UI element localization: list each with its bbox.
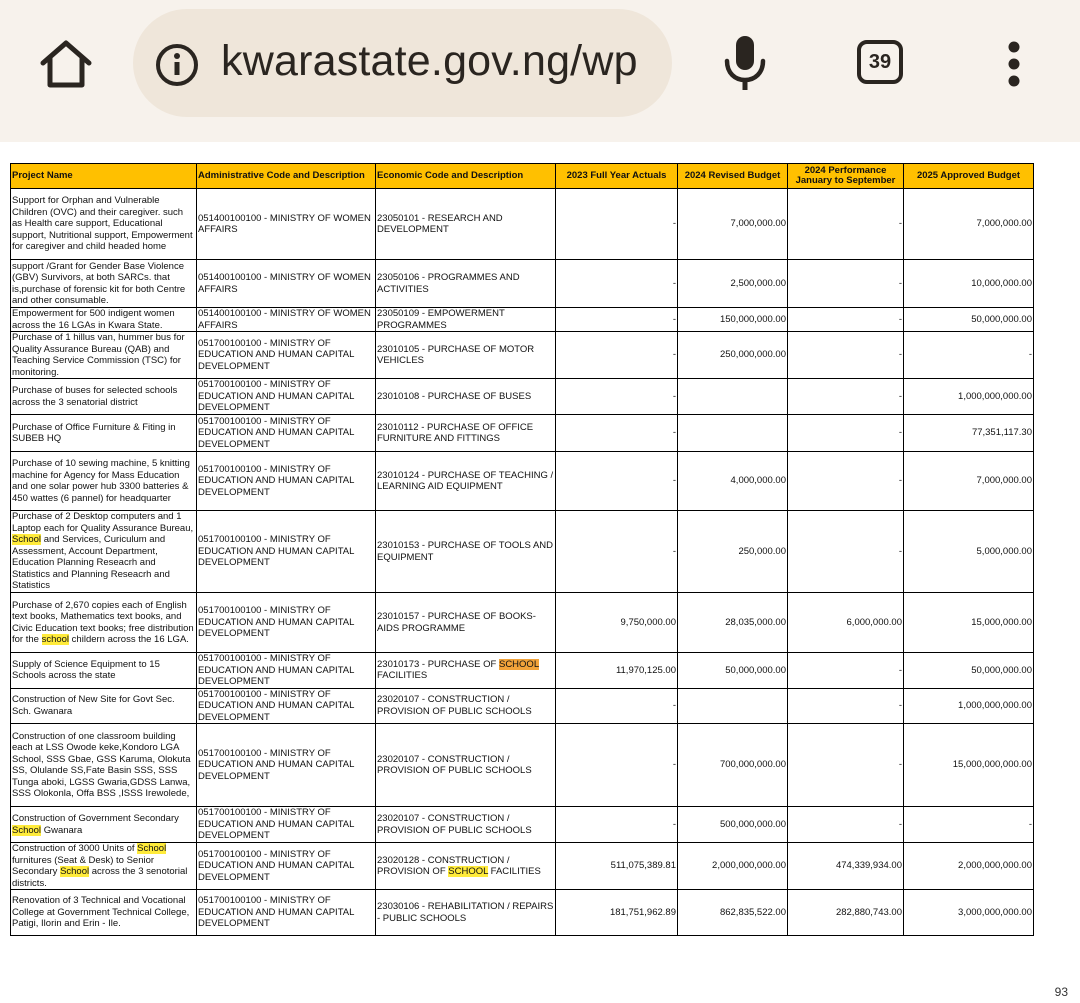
table-row: [11, 379, 1034, 415]
page-number: 93: [1054, 985, 1068, 999]
table-row: [11, 843, 1034, 890]
cell-project-name: Purchase of 10 sewing machine, 5 knitting machine for Agency for Mass Education and one solar power hub 3300 batteries & 450 wattes (6 pannel) for headquarter: [11, 452, 197, 511]
cell-performance-2024: 6,000,000.00: [788, 593, 904, 653]
cell-actual-2023: 11,970,125.00: [556, 653, 678, 689]
table-header-row: [11, 164, 1034, 189]
tab-count-button[interactable]: [857, 40, 903, 84]
cell-economic-code: 23010153 - PURCHASE OF TOOLS AND EQUIPMENT: [376, 511, 556, 593]
highlight: School: [137, 843, 167, 854]
cell-project-name: Purchase of Office Furniture & Fiting in SUBEB HQ: [11, 415, 197, 452]
url-text[interactable]: kwarastate.gov.ng/wp: [221, 37, 638, 85]
cell-actual-2023: -: [556, 332, 678, 379]
highlight: School: [12, 824, 42, 836]
table-row: [11, 724, 1034, 807]
cell-economic-code: 23010157 - PURCHASE OF BOOKS-AIDS PROGRAMME: [376, 593, 556, 653]
cell-admin-code: 051700100100 - MINISTRY OF EDUCATION AND HUMAN CAPITAL DEVELOPMENT: [197, 332, 376, 379]
cell-project-name: support /Grant for Gender Base Violence (GBV) Survivors, at both SARCs. that is,purchase of forensic kit for both Centre and other consumable.: [11, 260, 197, 308]
cell-actual-2023: -: [556, 308, 678, 332]
cell-project-name: Construction of New Site for Govt Sec. Sch. Gwanara: [11, 688, 197, 724]
cell-project-name: Empowerment for 500 indigent women across the 16 LGAs in Kwara State.: [11, 308, 197, 332]
cell-approved-2025: 10,000,000.00: [904, 260, 1034, 308]
table-row: [11, 260, 1034, 308]
cell-economic-code: 23050101 - RESEARCH AND DEVELOPMENT: [376, 189, 556, 260]
tab-count: 39: [868, 50, 892, 73]
cell-admin-code: 051700100100 - MINISTRY OF EDUCATION AND HUMAN CAPITAL DEVELOPMENT: [197, 653, 376, 689]
cell-project-name: Support for Orphan and Vulnerable Children (OVC) and their caregiver. such as Health care support, Educational support, Nutritional support, Empowerment for caregiver and child headed home: [11, 189, 197, 260]
cell-approved-2025: 1,000,000,000.00: [904, 379, 1034, 415]
cell-actual-2023: -: [556, 688, 678, 724]
cell-approved-2025: 50,000,000.00: [904, 653, 1034, 689]
cell-economic-code: 23020107 - CONSTRUCTION / PROVISION OF PUBLIC SCHOOLS: [376, 688, 556, 724]
cell-economic-code: 23010124 - PURCHASE OF TEACHING / LEARNING AID EQUIPMENT: [376, 452, 556, 511]
cell-admin-code: 051700100100 - MINISTRY OF EDUCATION AND HUMAN CAPITAL DEVELOPMENT: [197, 688, 376, 724]
info-icon[interactable]: [155, 43, 199, 87]
cell-revised-2024: 50,000,000.00: [678, 653, 788, 689]
cell-revised-2024: 500,000,000.00: [678, 807, 788, 843]
table-row: [11, 593, 1034, 653]
cell-actual-2023: -: [556, 452, 678, 511]
cell-approved-2025: -: [904, 332, 1034, 379]
cell-actual-2023: -: [556, 807, 678, 843]
table-row: [11, 415, 1034, 452]
cell-economic-code: 23020107 - CONSTRUCTION / PROVISION OF PUBLIC SCHOOLS: [376, 724, 556, 807]
cell-actual-2023: -: [556, 415, 678, 452]
cell-performance-2024: -: [788, 379, 904, 415]
cell-performance-2024: -: [788, 189, 904, 260]
cell-revised-2024: 862,835,522.00: [678, 890, 788, 936]
cell-revised-2024: 250,000,000.00: [678, 332, 788, 379]
cell-performance-2024: -: [788, 332, 904, 379]
table-row: [11, 653, 1034, 689]
cell-performance-2024: 474,339,934.00: [788, 843, 904, 890]
highlight: SCHOOL: [498, 658, 539, 670]
address-bar[interactable]: [133, 9, 672, 117]
cell-approved-2025: 50,000,000.00: [904, 308, 1034, 332]
col-project-name: Project Name: [11, 164, 197, 189]
cell-revised-2024: 4,000,000.00: [678, 452, 788, 511]
cell-economic-code: 23010173 - PURCHASE OF SCHOOL FACILITIES: [376, 653, 556, 689]
cell-admin-code: 051400100100 - MINISTRY OF WOMEN AFFAIRS: [197, 189, 376, 260]
cell-approved-2025: 1,000,000,000.00: [904, 688, 1034, 724]
cell-economic-code: 23010105 - PURCHASE OF MOTOR VEHICLES: [376, 332, 556, 379]
table-row: [11, 688, 1034, 724]
cell-admin-code: 051700100100 - MINISTRY OF EDUCATION AND HUMAN CAPITAL DEVELOPMENT: [197, 379, 376, 415]
cell-project-name: Construction of Government Secondary School Gwanara: [11, 807, 197, 843]
col-2025-approved: 2025 Approved Budget: [904, 164, 1034, 189]
cell-admin-code: 051700100100 - MINISTRY OF EDUCATION AND HUMAN CAPITAL DEVELOPMENT: [197, 415, 376, 452]
cell-project-name: Supply of Science Equipment to 15 Schools across the state: [11, 653, 197, 689]
cell-admin-code: 051400100100 - MINISTRY OF WOMEN AFFAIRS: [197, 260, 376, 308]
cell-performance-2024: -: [788, 724, 904, 807]
cell-approved-2025: 5,000,000.00: [904, 511, 1034, 593]
cell-approved-2025: -: [904, 807, 1034, 843]
cell-performance-2024: -: [788, 415, 904, 452]
cell-economic-code: 23050106 - PROGRAMMES AND ACTIVITIES: [376, 260, 556, 308]
table-row: [11, 807, 1034, 843]
cell-project-name: Purchase of 1 hillus van, hummer bus for Quality Assurance Bureau (QAB) and Teaching Service Commission (TSC) for monitoring.: [11, 332, 197, 379]
cell-actual-2023: 181,751,962.89: [556, 890, 678, 936]
cell-approved-2025: 3,000,000,000.00: [904, 890, 1034, 936]
table-row: [11, 452, 1034, 511]
table-row: [11, 332, 1034, 379]
cell-revised-2024: 28,035,000.00: [678, 593, 788, 653]
cell-admin-code: 051700100100 - MINISTRY OF EDUCATION AND HUMAN CAPITAL DEVELOPMENT: [197, 890, 376, 936]
cell-project-name: Construction of 3000 Units of School furnitures (Seat & Desk) to Senior Secondary School across the 3 senotorial districts.: [11, 843, 197, 890]
cell-project-name: Purchase of 2,670 copies each of English text books, Mathematics text books, and Civic Education text books; free distribution for the school childern across the 16 LGA.: [11, 593, 197, 653]
table-row: [11, 308, 1034, 332]
cell-approved-2025: 2,000,000,000.00: [904, 843, 1034, 890]
col-2024-revised: 2024 Revised Budget: [678, 164, 788, 189]
cell-admin-code: 051400100100 - MINISTRY OF WOMEN AFFAIRS: [197, 308, 376, 332]
table-row: [11, 890, 1034, 936]
cell-approved-2025: 7,000,000.00: [904, 189, 1034, 260]
cell-economic-code: 23010108 - PURCHASE OF BUSES: [376, 379, 556, 415]
cell-actual-2023: 511,075,389.81: [556, 843, 678, 890]
cell-admin-code: 051700100100 - MINISTRY OF EDUCATION AND HUMAN CAPITAL DEVELOPMENT: [197, 511, 376, 593]
cell-performance-2024: -: [788, 452, 904, 511]
cell-admin-code: 051700100100 - MINISTRY OF EDUCATION AND HUMAN CAPITAL DEVELOPMENT: [197, 843, 376, 890]
cell-admin-code: 051700100100 - MINISTRY OF EDUCATION AND HUMAN CAPITAL DEVELOPMENT: [197, 593, 376, 653]
budget-table: [10, 163, 1034, 936]
cell-approved-2025: 15,000,000,000.00: [904, 724, 1034, 807]
cell-economic-code: 23050109 - EMPOWERMENT PROGRAMMES: [376, 308, 556, 332]
cell-admin-code: 051700100100 - MINISTRY OF EDUCATION AND HUMAN CAPITAL DEVELOPMENT: [197, 807, 376, 843]
cell-economic-code: 23010112 - PURCHASE OF OFFICE FURNITURE AND FITTINGS: [376, 415, 556, 452]
cell-performance-2024: -: [788, 688, 904, 724]
cell-approved-2025: 77,351,117.30: [904, 415, 1034, 452]
cell-economic-code: 23020128 - CONSTRUCTION / PROVISION OF SCHOOL FACILITIES: [376, 843, 556, 890]
cell-actual-2023: -: [556, 260, 678, 308]
more-options-icon[interactable]: [1004, 40, 1024, 88]
table-row: [11, 189, 1034, 260]
cell-revised-2024: 250,000.00: [678, 511, 788, 593]
highlight: school: [41, 634, 70, 645]
cell-actual-2023: -: [556, 379, 678, 415]
cell-revised-2024: 7,000,000.00: [678, 189, 788, 260]
col-2023-actuals: 2023 Full Year Actuals: [556, 164, 678, 189]
table-row: [11, 511, 1034, 593]
cell-revised-2024: [678, 688, 788, 724]
highlight: School: [12, 534, 42, 546]
microphone-icon[interactable]: [722, 34, 768, 92]
cell-project-name: Purchase of buses for selected schools across the 3 senatorial district: [11, 379, 197, 415]
cell-revised-2024: [678, 415, 788, 452]
cell-revised-2024: 150,000,000.00: [678, 308, 788, 332]
cell-performance-2024: -: [788, 308, 904, 332]
highlight: School: [60, 866, 90, 877]
cell-revised-2024: 2,500,000.00: [678, 260, 788, 308]
cell-performance-2024: -: [788, 260, 904, 308]
cell-revised-2024: [678, 379, 788, 415]
cell-performance-2024: -: [788, 511, 904, 593]
highlight: SCHOOL: [448, 866, 489, 877]
cell-economic-code: 23020107 - CONSTRUCTION / PROVISION OF PUBLIC SCHOOLS: [376, 807, 556, 843]
cell-performance-2024: 282,880,743.00: [788, 890, 904, 936]
col-admin-code: Administrative Code and Description: [197, 164, 376, 189]
cell-actual-2023: -: [556, 511, 678, 593]
col-2024-performance: 2024 Performance January to September: [788, 164, 904, 189]
document-page: [0, 142, 1080, 1003]
cell-project-name: Purchase of 2 Desktop computers and 1 Laptop each for Quality Assurance Bureau, School and Services, Curiculum and Assessment, Account Department, Education Planning Reseacrh and Statistics and Planning Reseacrh and Statistics: [11, 511, 197, 593]
cell-project-name: Construction of one classroom building each at LSS Owode keke,Kondoro LGA School, SSS Gbae, GSS Karuma, Olokuta SS, Olulande SS,Fate Basin SSS, SSS Tunga aboki, LGSS Gwaria,GDSS Lanwa, SSS Olokonla, Offa BSS ,ISSS Irewolede,: [11, 724, 197, 807]
cell-project-name: Renovation of 3 Technical and Vocational College at Government Technical College, Patigi, Ilorin and Erin - Ile.: [11, 890, 197, 936]
cell-revised-2024: 2,000,000,000.00: [678, 843, 788, 890]
cell-performance-2024: -: [788, 653, 904, 689]
cell-revised-2024: 700,000,000.00: [678, 724, 788, 807]
cell-actual-2023: -: [556, 189, 678, 260]
cell-actual-2023: 9,750,000.00: [556, 593, 678, 653]
browser-toolbar: [0, 0, 1080, 143]
cell-performance-2024: -: [788, 807, 904, 843]
cell-admin-code: 051700100100 - MINISTRY OF EDUCATION AND HUMAN CAPITAL DEVELOPMENT: [197, 452, 376, 511]
cell-approved-2025: 15,000,000.00: [904, 593, 1034, 653]
cell-actual-2023: -: [556, 724, 678, 807]
home-icon[interactable]: [38, 38, 94, 90]
cell-approved-2025: 7,000,000.00: [904, 452, 1034, 511]
cell-economic-code: 23030106 - REHABILITATION / REPAIRS - PUBLIC SCHOOLS: [376, 890, 556, 936]
col-economic-code: Economic Code and Description: [376, 164, 556, 189]
cell-admin-code: 051700100100 - MINISTRY OF EDUCATION AND HUMAN CAPITAL DEVELOPMENT: [197, 724, 376, 807]
